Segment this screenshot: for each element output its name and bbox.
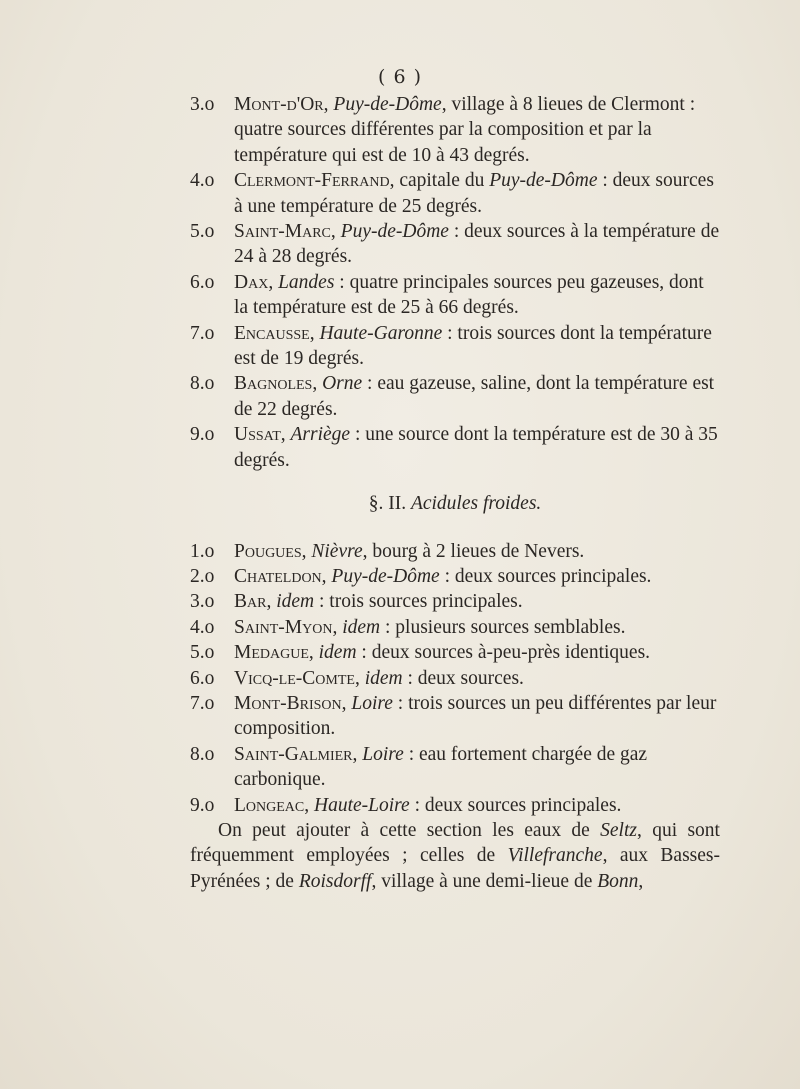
place-name: Seltz <box>600 819 637 841</box>
closing-text: , village à une demi-lieue de <box>371 870 598 892</box>
list-item: 9.o Longeac, Haute-Loire : deux sources principales. <box>190 793 720 818</box>
entry-number: 4.o <box>190 170 215 192</box>
entry-text: : eau gazeuse, saline, dont la température est de 22 degrés. <box>234 373 715 420</box>
entry-location: Puy-de-Dôme <box>331 565 440 587</box>
entry-number: 7.o <box>190 322 215 344</box>
entry-name: Saint-Marc <box>234 221 331 243</box>
entry-name: Mont-Brison <box>234 692 342 714</box>
entry-location: idem <box>318 642 357 664</box>
entry-name: Bagnoles <box>234 373 313 395</box>
entry-text: : quatre principales sources peu gazeuses, dont la température est de 25 à 66 degrés. <box>234 271 704 319</box>
entry-text: : plusieurs sources semblables. <box>380 616 626 638</box>
entry-number: 7.o <box>190 692 215 714</box>
entry-location: idem <box>342 616 381 638</box>
entry-location: idem <box>364 667 403 689</box>
entry-text: : deux sources principales. <box>409 794 622 816</box>
entry-name: Longeac <box>234 794 305 816</box>
entry-location: idem <box>276 591 315 613</box>
entry-name: Dax <box>234 271 269 293</box>
list-item <box>190 168 720 219</box>
entry-text: : trois sources un peu différentes par leur composition. <box>234 692 717 740</box>
list-item: 7.o Mont-Brison, Loire : trois sources un peu différentes par leur composition. <box>190 692 717 740</box>
entry-number: 9.o <box>190 424 215 446</box>
entry-number: 4.o <box>190 616 215 638</box>
entry-text: , village à 8 lieues de Clermont : quatre sources différentes par la composition et par la température qui est de 10 à 43 degrés. <box>234 94 696 166</box>
entry-number: 8.o <box>190 373 215 395</box>
place-name: Villefranche <box>507 845 603 867</box>
heading-title: Acidules froides. <box>410 493 542 515</box>
entry-name: Pougues <box>234 540 302 562</box>
text-body <box>190 92 720 894</box>
entry-name: Mont-d'Or <box>234 94 324 115</box>
entry-name: Ussat <box>234 424 281 446</box>
entry-text: : trois sources dont la température est de 19 degrés. <box>234 322 712 370</box>
entry-number: 6.o <box>190 271 215 293</box>
entry-name: Saint-Galmier <box>234 743 353 765</box>
entry-name: Vicq-le-Comte <box>234 667 355 689</box>
list-item: 6.o Vicq-le-Comte, idem : deux sources. <box>190 666 720 691</box>
list-item: 7.o Encausse, Haute-Garonne : trois sources dont la température est de 19 degrés. <box>190 322 712 370</box>
entry-text: : une source dont la température est de 30 à 35 degrés. <box>234 424 718 471</box>
list-item: 5.o Saint-Marc, Puy-de-Dôme : deux sources à la température de 24 à 28 degrés. <box>190 221 720 268</box>
entry-number: 1.o <box>190 540 215 562</box>
section-heading <box>190 491 720 516</box>
entry-location: Loire <box>362 743 404 765</box>
entry-number: 8.o <box>190 743 215 765</box>
closing-text: On peut ajouter à cette section les eaux de <box>218 819 601 841</box>
entry-location: Puy-de-Dôme <box>333 94 442 115</box>
entry-location: Haute-Loire <box>314 794 410 816</box>
entry-text: : eau fortement chargée de gaz carbonique. <box>234 743 648 791</box>
list-item: 2.o Chateldon, Puy-de-Dôme : deux sources principales. <box>190 564 720 589</box>
entry-text: , capitale du <box>389 170 490 192</box>
entry-location: Loire <box>351 692 393 714</box>
entry-number: 2.o <box>190 565 215 587</box>
entry-location: Puy-de-Dôme <box>340 221 449 243</box>
list-item: 1.o Pougues, Nièvre, bourg à 2 lieues de Nevers. <box>190 539 720 564</box>
entry-text: , bourg à 2 lieues de Nevers. <box>362 540 585 562</box>
entry-number: 3.o <box>190 94 215 115</box>
closing-text: , qui sont fréquemment employées ; celles de <box>190 819 720 867</box>
entry-location: Arriège <box>290 424 351 446</box>
entry-name: Saint-Myon <box>234 616 333 638</box>
list-item: 8.o Saint-Galmier, Loire : eau fortement chargée de gaz carbonique. <box>190 743 648 791</box>
page-number: ( 6 ) <box>378 66 422 88</box>
entry-name: Chateldon <box>234 565 322 587</box>
entry-location: Landes <box>278 271 335 293</box>
entry-number: 6.o <box>190 667 215 689</box>
entry-location: Orne <box>322 373 363 395</box>
closing-text: , <box>638 870 644 892</box>
entry-number: 5.o <box>190 642 215 664</box>
place-name: Roisdorff <box>298 870 372 892</box>
entry-name: Encausse <box>234 322 310 344</box>
list-item: 3.o Mont-d'Or, Puy-de-Dôme, village à 8 lieues de Clermont : quatre sources différentes par la composition et par la température qui est de 10 à 43 degrés. <box>190 94 696 166</box>
entry-name: Clermont-Ferrand <box>234 170 390 192</box>
entry-text: : deux sources. <box>402 667 524 689</box>
entry-text: : deux sources à une température de 25 degrés. <box>234 170 714 217</box>
entry-text: : deux sources à-peu-près identiques. <box>356 642 651 664</box>
heading-prefix: §. II. <box>368 493 407 515</box>
entry-location: Nièvre <box>311 540 363 562</box>
entry-name: Medague <box>234 642 309 664</box>
list-item: 9.o Ussat, Arriège : une source dont la température est de 30 à 35 degrés. <box>190 424 718 471</box>
list-item: 3.o Bar, idem : trois sources principales. <box>190 589 720 614</box>
entry-number: 9.o <box>190 794 215 816</box>
closing-text: , aux Basses-Pyrénées ; de <box>190 845 721 892</box>
list-item: 4.o Saint-Myon, idem : plusieurs sources semblables. <box>190 615 720 640</box>
entry-text: : deux sources principales. <box>439 565 652 587</box>
entry-text: : trois sources principales. <box>314 591 523 613</box>
place-name: Bonn <box>597 870 639 892</box>
entry-number: 3.o <box>190 591 215 613</box>
entry-number: 5.o <box>190 221 215 243</box>
list-item: 5.o Medague, idem : deux sources à-peu-près identiques. <box>190 640 720 665</box>
closing-paragraph <box>190 818 720 894</box>
entry-text: : deux sources à la température de 24 à 28 degrés. <box>234 221 720 268</box>
entry-location: Puy-de-Dôme <box>489 170 598 192</box>
list-item: 8.o Bagnoles, Orne : eau gazeuse, saline, dont la température est de 22 degrés. <box>190 373 715 420</box>
entry-location: Haute-Garonne <box>319 322 443 344</box>
list-item: 6.o Dax, Landes : quatre principales sources peu gazeuses, dont la température est de 25 à 66 degrés. <box>190 271 704 319</box>
entry-name: Bar <box>234 591 267 613</box>
